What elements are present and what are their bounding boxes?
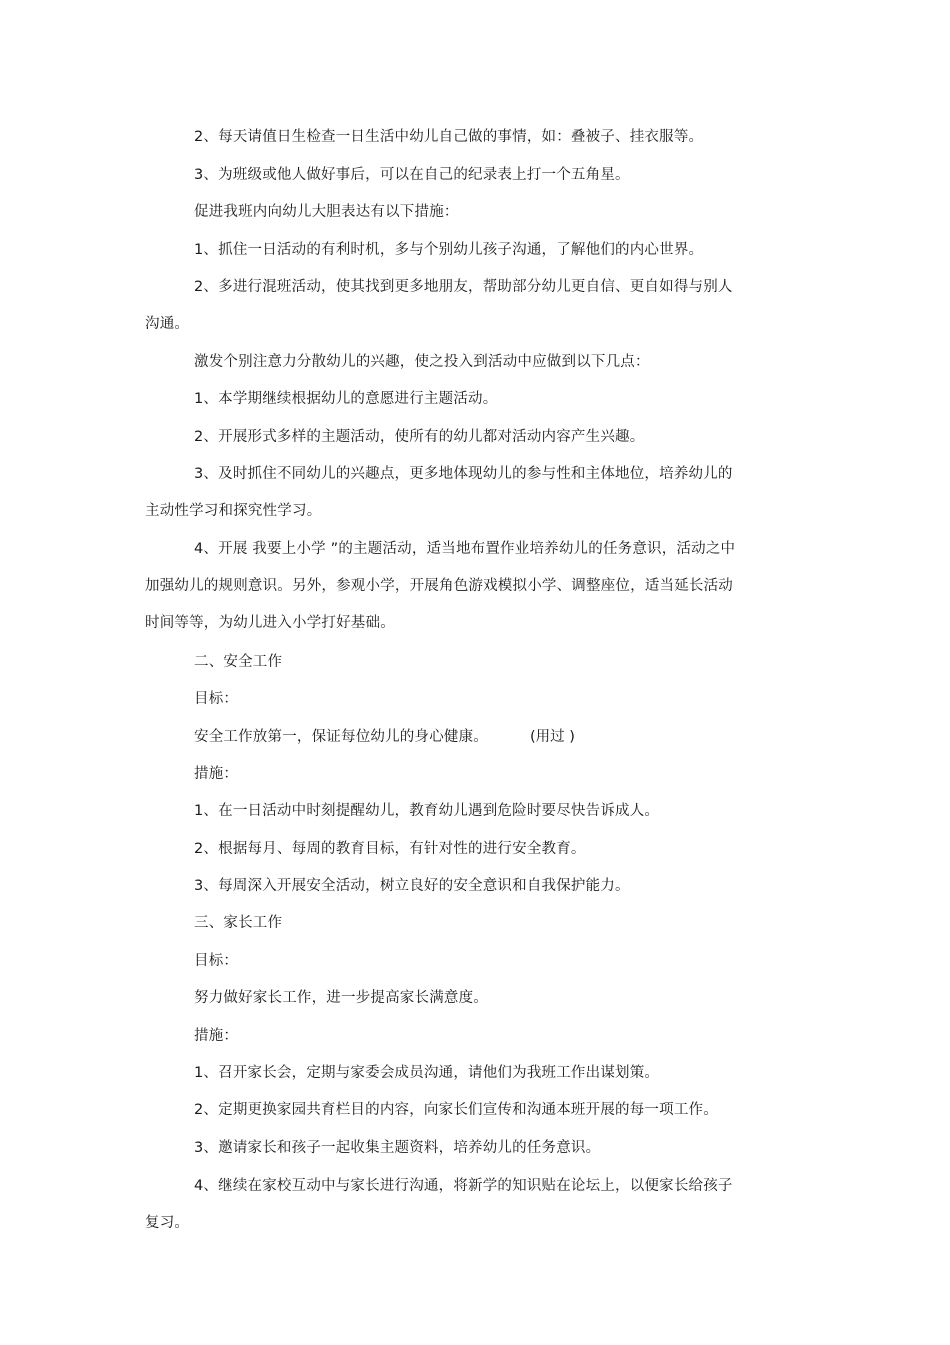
paragraph-line: 3、邀请家长和孩子一起收集主题资料，培养幼儿的任务意识。 xyxy=(194,1140,601,1156)
paragraph-line: 1、在一日活动中时刻提醒幼儿，教育幼儿遇到危险时要尽快告诉成人。 xyxy=(194,803,660,819)
paragraph-line: 加强幼儿的规则意识。另外，参观小学，开展角色游戏模拟小学、调整座位，适当延长活动 xyxy=(145,578,733,594)
paragraph-line: 1、本学期继续根据幼儿的意愿进行主题活动。 xyxy=(194,391,498,407)
paragraph-line: 措施： xyxy=(194,766,239,782)
paragraph-line: 4、继续在家校互动中与家长进行沟通，将新学的知识贴在论坛上，以便家长给孩子 xyxy=(194,1178,733,1194)
usage-note: (用过 ) xyxy=(530,729,575,745)
paragraph-line: 3、每周深入开展安全活动，树立良好的安全意识和自我保护能力。 xyxy=(194,878,630,894)
paragraph-line: 2、每天请值日生检查一日生活中幼儿自己做的事情，如：叠被子、挂衣服等。 xyxy=(194,129,704,145)
paragraph-line: 主动性学习和探究性学习。 xyxy=(145,503,322,519)
paragraph-line: 措施： xyxy=(194,1028,239,1044)
paragraph-line: 促进我班内向幼儿大胆表达有以下措施： xyxy=(194,204,459,220)
paragraph-line: 1、抓住一日活动的有利时机，多与个别幼儿孩子沟通，了解他们的内心世界。 xyxy=(194,242,704,258)
paragraph-line: 沟通。 xyxy=(145,316,190,332)
paragraph-line: 时间等等，为幼儿进入小学打好基础。 xyxy=(145,615,395,631)
paragraph-line: 目标： xyxy=(194,953,239,969)
section-heading: 二、安全工作 xyxy=(194,654,283,670)
section-heading: 三、家长工作 xyxy=(194,915,283,931)
paragraph-line: 1、召开家长会，定期与家委会成员沟通，请他们为我班工作出谋划策。 xyxy=(194,1065,660,1081)
paragraph-line: 努力做好家长工作，进一步提高家长满意度。 xyxy=(194,990,488,1006)
paragraph-line: 2、根据每月、每周的教育目标，有针对性的进行安全教育。 xyxy=(194,841,586,857)
paragraph-line: 4、开展 我要上小学 ”的主题活动，适当地布置作业培养幼儿的任务意识，活动之中 xyxy=(194,541,736,557)
paragraph-line: 复习。 xyxy=(145,1215,190,1231)
paragraph-line: 安全工作放第一，保证每位幼儿的身心健康。 xyxy=(194,729,488,745)
paragraph-line: 2、多进行混班活动，使其找到更多地朋友，帮助部分幼儿更自信、更自如得与别人 xyxy=(194,279,733,295)
paragraph-line: 3、为班级或他人做好事后，可以在自己的纪录表上打一个五角星。 xyxy=(194,167,630,183)
paragraph-line: 激发个别注意力分散幼儿的兴趣，使之投入到活动中应做到以下几点： xyxy=(194,354,650,370)
paragraph-line: 3、及时抓住不同幼儿的兴趣点，更多地体现幼儿的参与性和主体地位，培养幼儿的 xyxy=(194,466,733,482)
paragraph-line: 2、开展形式多样的主题活动，使所有的幼儿都对活动内容产生兴趣。 xyxy=(194,429,645,445)
paragraph-line: 目标： xyxy=(194,691,239,707)
paragraph-line: 2、定期更换家园共育栏目的内容，向家长们宣传和沟通本班开展的每一项工作。 xyxy=(194,1102,718,1118)
